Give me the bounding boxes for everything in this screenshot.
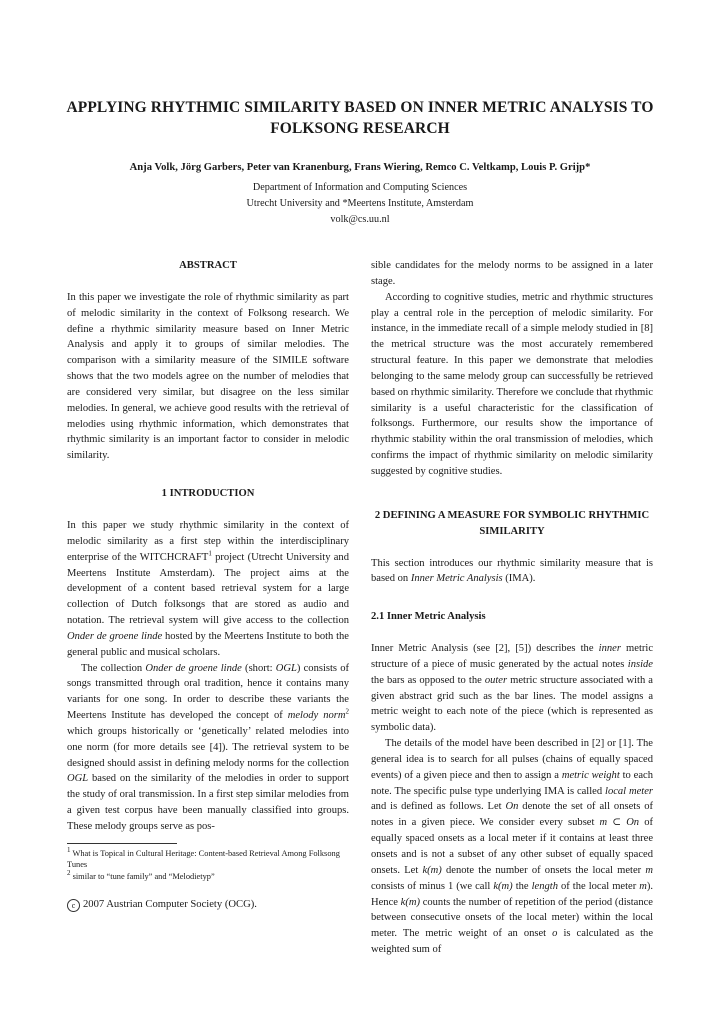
footnote-marker-1[interactable]: 1	[208, 549, 212, 558]
author-email[interactable]: volk@cs.uu.nl	[330, 214, 390, 225]
copyright-icon: c	[67, 899, 80, 912]
intro-continuation-paragraph: sible candidates for the melody norms to be assigned in a later stage.	[371, 260, 653, 287]
intro-paragraph-2: The collection Onder de groene linde (short: OGL) consists of songs transmitted through oral tradition, hence it contains many variants for one song. In order to describe these variants the Meertens Institute has developed the concept of melody norm$^2$ which groups historically or ‘genetically’ related melodies into one norm (for more details see [4]). The retrieval system to be designed should assist in defining melody norms for the collection OGL based on the similarity of the melodies in order to support the study of oral transmission. In a first step similar melodies from a given test corpus have been manually classified into groups. These melody groups serve as pos-	[67, 662, 349, 832]
abstract-text: In this paper we investigate the role of rhythmic similarity as part of melodic similarity in the context of Folksong research. We define a rhythmic similarity measure based on Inner Metric Analysis and apply it to groups of similar melodies. The comparison with a similarity measure of the SIMILE software shows that the two models agree on the number of melodies that are considered very similar, but disagree on the less similar melodies. In general, we achieve good results with the retrieval of melodies using rhythmic information, which demonstrates that rhythmic similarity is an important factor to consider in melodic similarity.	[67, 291, 349, 462]
footnote-marker-2[interactable]: 2	[345, 707, 349, 716]
section-heading-defining-measure: 2 DEFINING A MEASURE FOR SYMBOLIC RHYTHMIC SIMILARITY	[374, 509, 650, 537]
section-2-intro: This section introduces our rhythmic similarity measure that is based on Inner Metric Analysis (IMA).	[371, 557, 653, 585]
ima-paragraph-1: Inner Metric Analysis (see [2], [5]) describes the inner metric structure of a piece of music generated by the actual notes inside the bars as opposed to the outer metric structure associated with a given abstract grid such as the bar lines. The model assigns a metric weight to each note of the piece (which is represented as symbolic data).	[371, 643, 653, 734]
affiliation-block	[60, 180, 660, 228]
copyright-notice: c 2007 Austrian Computer Society (OCG).	[67, 898, 349, 912]
author-list: Anja Volk, Jörg Garbers, Peter van Kranenburg, Frans Wiering, Remco C. Veltkamp, Louis P. Grijp*	[129, 162, 591, 173]
affiliation-department: Department of Information and Computing Sciences	[252, 182, 468, 193]
paper-title: APPLYING RHYTHMIC SIMILARITY BASED ON INNER METRIC ANALYSIS TO FOLKSONG RESEARCH	[66, 99, 654, 137]
footnote-rule	[67, 843, 177, 844]
left-column	[67, 258, 349, 912]
section-heading-introduction: 1 INTRODUCTION	[161, 488, 255, 500]
ima-paragraph-2: The details of the model have been described in [2] or [1]. The general idea is to search for all pulses (chains of equally spaced events) of a given piece and then to assign a metric weight to each note. The specific pulse type underlying IMA is called local meter and is defined as follows. Let On denote the set of all onsets of notes in a given piece. We consider every subset m ⊂ On of equally spaced onsets as a local meter if it contains at least three onsets and is not a subset of any other subset of equally spaced onsets. Let k(m) denote the number of onsets the local meter m consists of minus 1 (we call k(m) the length of the local meter m). Hence k(m) counts the number of repetition of the period (distance between consecutive onsets of the local meter) within the local meter. The metric weight of an onset o is calculated as the weighted sum of	[371, 738, 654, 956]
subsection-heading-inner-metric-analysis: 2.1 Inner Metric Analysis	[371, 611, 486, 623]
footnote-2: $^2$ similar to “tune family” and “Melodietyp”	[67, 869, 215, 881]
footnote-1: $^1$ What is Topical in Cultural Heritage: Content-based Retrieval Among Folksong Tunes	[67, 846, 340, 870]
intro-paragraph-3: According to cognitive studies, metric and rhythmic structures play a central role in the perception of melodic similarity. For instance, in the immediate recall of a simple melody studied in [8] the metrical structure was the most accurately remembered structural feature. In this paper we demonstrate that melodies belonging to the same melody group can successfully be retrieved based on rhythmic similarity. Therefore we conclude that rhythmic similarity is a useful characteristic for the classification of folksongs. Furthermore, our results show the importance of rhythmic stability within the oral transmission of melodies, which confirms the impact of rhythmic similarity on melodic similarity suggested by cognitive studies.	[371, 291, 653, 477]
right-column	[371, 258, 653, 958]
intro-paragraph-1: In this paper we study rhythmic similarity in the context of melodic similarity as a first step within the interdisciplinary enterprise of the WITCHCRAFT$^1$ project (Utrecht University and Meertens Institute Amsterdam). The project aims at the development of a content based retrieval system for a large collection of Dutch folksongs that are stored as audio and notation. The retrieval system will give access to the collection Onder de groene linde hosted by the Meertens Institute to both the general public and musical scholars.	[67, 519, 349, 658]
abstract-heading: ABSTRACT	[179, 260, 237, 271]
affiliation-institution: Utrecht University and *Meertens Institute, Amsterdam	[246, 198, 474, 209]
